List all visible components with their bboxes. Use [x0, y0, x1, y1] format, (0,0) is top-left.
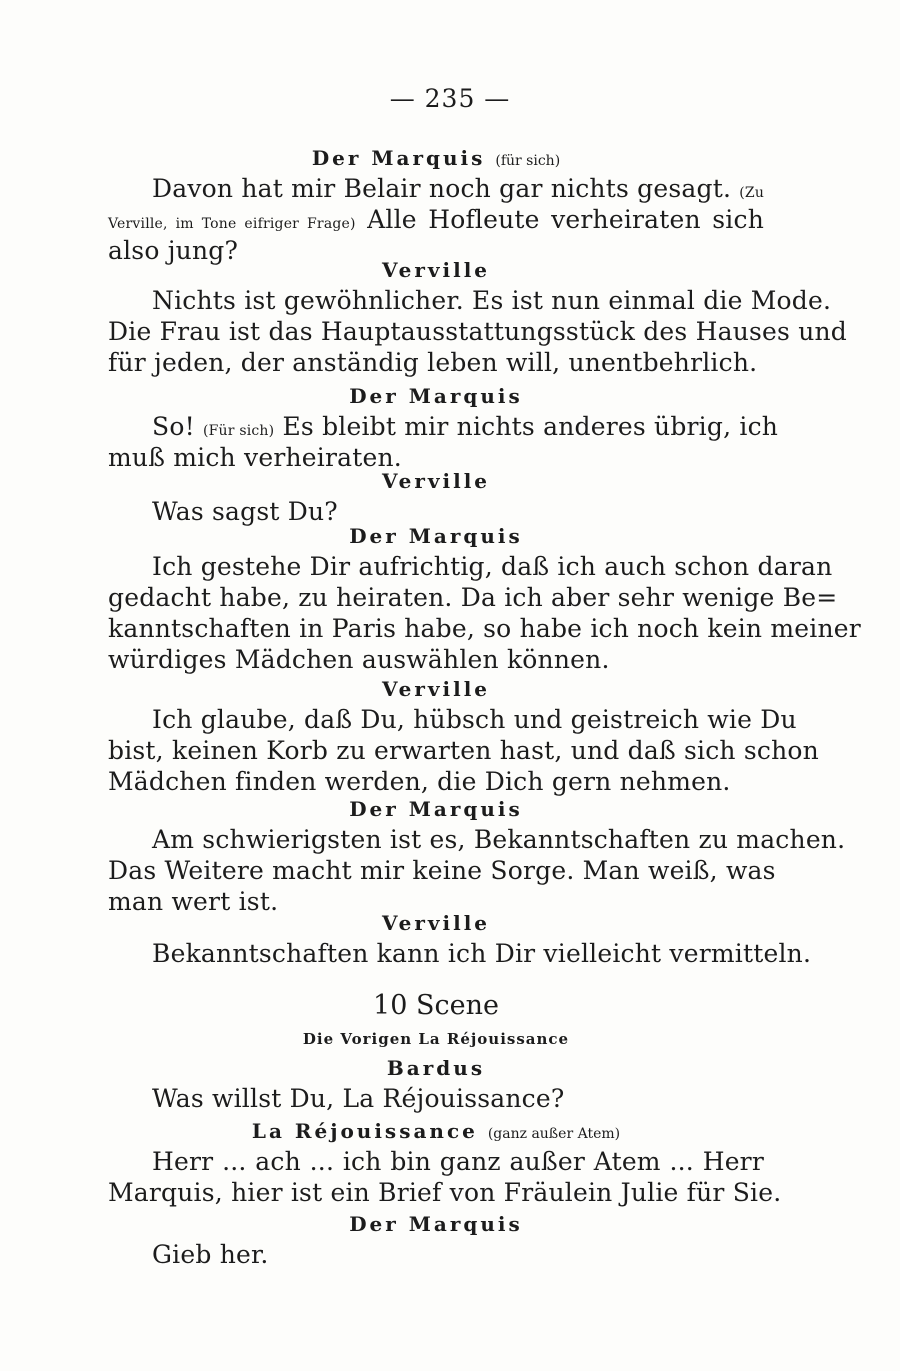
dialogue-line: Ich glaube, daß Du, hübsch und geistreich wie Du — [152, 705, 797, 734]
speech-block — [108, 143, 764, 266]
speaker-name — [108, 1116, 764, 1146]
stage-direction: Verville, im Tone eifriger Frage) — [108, 216, 356, 232]
dialogue-line: Marquis, hier ist ein Brief von Fräulein Julie für Sie. — [108, 1178, 782, 1207]
speaker-name: Verville — [381, 677, 491, 701]
dialogue-line: Bekanntschaften kann ich Dir vielleicht vermitteln. — [152, 939, 812, 968]
dialogue-line: Gieb her. — [152, 1240, 269, 1269]
speech-block — [108, 794, 846, 917]
speaker-name: Bardus — [386, 1056, 486, 1080]
speech-block — [108, 255, 847, 378]
dialogue-line: würdiges Mädchen auswählen können. — [108, 645, 610, 674]
dialogue-line: Herr ... ach ... ich bin ganz außer Atem ... Herr — [152, 1147, 764, 1176]
dialogue-line: Was willst Du, La Réjouissance? — [152, 1084, 565, 1113]
speaker-name: Der Marquis — [349, 524, 523, 548]
dialogue-line: muß mich verheiraten. — [108, 443, 402, 472]
dialogue-line: Das Weitere macht mir keine Sorge. Man weiß, was — [108, 856, 776, 885]
scene-persons: Die Vorigen La Réjouissance — [302, 1030, 570, 1048]
speaker-name: Der Marquis — [349, 797, 523, 821]
stage-direction: (für sich) — [495, 153, 561, 169]
speech-block — [108, 521, 861, 675]
speaker-name: Verville — [381, 258, 491, 282]
dialogue-line: Nichts ist gewöhnlicher. Es ist nun einmal die Mode. — [152, 286, 832, 315]
dialogue-line — [108, 173, 764, 204]
dialogue-line: Die Frau ist das Hauptausstattungsstück des Hauses und — [108, 317, 847, 346]
dialogue-text: So! — [152, 412, 195, 441]
speaker-name — [108, 143, 764, 173]
speech-block — [108, 1053, 764, 1114]
speech-block — [108, 908, 812, 969]
dialogue-line: Ich gestehe Dir aufrichtig, daß ich auch schon daran — [152, 552, 833, 581]
speech-block — [108, 466, 764, 527]
dialogue-line: gedacht habe, zu heiraten. Da ich aber sehr wenige Be= — [108, 583, 838, 612]
speech-block — [108, 1209, 764, 1270]
dialogue-line: für jeden, der anständig leben will, unentbehrlich. — [108, 348, 758, 377]
dialogue-line: Mädchen finden werden, die Dich gern nehmen. — [108, 767, 731, 796]
speaker-name: Der Marquis — [349, 384, 523, 408]
dialogue-line: also jung? — [108, 236, 239, 265]
dialogue-line: bist, keinen Korb zu erwarten hast, und daß sich schon — [108, 736, 819, 765]
dialogue-line: Was sagst Du? — [152, 497, 338, 526]
page-number: — 235 — — [389, 84, 511, 113]
speaker-label: La Réjouissance — [251, 1119, 478, 1143]
dialogue-line: kanntschaften in Paris habe, so habe ich noch kein meiner — [108, 614, 861, 643]
stage-direction: (Zu — [739, 185, 765, 201]
dialogue-text: Davon hat mir Belair noch gar nichts gesagt. — [152, 174, 732, 203]
stage-direction: (Für sich) — [202, 423, 275, 439]
scene-heading — [108, 986, 764, 1052]
speaker-name: Verville — [381, 911, 491, 935]
speech-block — [108, 1116, 782, 1208]
dialogue-line — [108, 204, 764, 235]
speech-block — [108, 381, 779, 473]
speech-block — [108, 674, 819, 797]
dialogue-line: Am schwierigsten ist es, Bekanntschaften zu machen. — [152, 825, 846, 854]
dialogue-line: man wert ist. — [108, 887, 279, 916]
scene-title: 10 Scene — [373, 990, 499, 1021]
dialogue-text: Es bleibt mir nichts anderes übrig, ich — [282, 412, 779, 441]
stage-direction: (ganz außer Atem) — [487, 1126, 621, 1142]
dialogue-text: Alle Hofleute verheiraten sich — [367, 205, 764, 234]
speaker-name: Der Marquis — [349, 1212, 523, 1236]
speaker-label: Der Marquis — [311, 146, 486, 170]
speaker-name: Verville — [381, 469, 491, 493]
dialogue-line — [108, 411, 779, 442]
